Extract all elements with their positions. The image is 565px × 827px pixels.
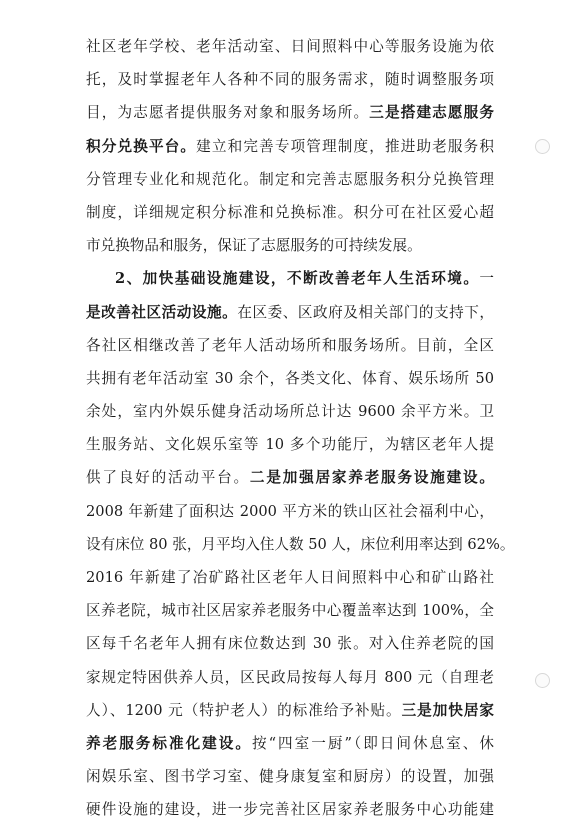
paragraph-text: 2008 年新建了面积达 2000 平方米的铁山区社会福利中心， [86, 502, 494, 520]
bold-heading-text: 三是搭建志愿服务 [369, 104, 494, 122]
text-line [86, 63, 494, 96]
bold-heading-text: 是改善社区活动设施。 [86, 303, 238, 321]
text-line [86, 96, 494, 129]
paragraph-text: 分管理专业化和规范化。制定和完善志愿服务积分兑换管理 [86, 170, 494, 188]
bold-heading-text: 积分兑换平台。 [86, 137, 197, 155]
text-line [86, 428, 494, 461]
text-line [86, 229, 494, 262]
text-line [86, 495, 494, 528]
paragraph-text: 一 [479, 270, 494, 288]
paragraph-text: 共拥有老年活动室 30 余个，各类文化、体育、娱乐场所 50 [86, 369, 494, 387]
bold-heading-text: 三是加快居家 [401, 701, 494, 719]
text-line [86, 395, 494, 428]
text-line [86, 528, 515, 561]
bold-heading-text: 养老服务标准化建设。 [86, 734, 252, 752]
paragraph-text: 2016 年新建了冶矿路社区老年人日间照料中心和矿山路社 [86, 569, 494, 586]
paragraph-text: 制度，详细规定积分标准和兑换标准。积分可在社区爱心超 [86, 203, 494, 221]
text-line [86, 461, 494, 494]
paragraph-text: 闲娱乐室、图书学习室、健身康复室和厨房）的设置，加强 [86, 768, 494, 786]
text-line [86, 262, 494, 295]
text-line [86, 163, 494, 196]
paragraph-text: 硬件设施的建设，进一步完善社区居家养老服务中心功能建 [86, 801, 494, 819]
paragraph-text: 市兑换物品和服务，保证了志愿服务的可持续发展。 [86, 237, 422, 255]
body-text [86, 30, 515, 827]
text-line [86, 130, 494, 163]
paragraph-text: 在区委、区政府及相关部门的支持下， [237, 303, 494, 321]
text-line [86, 793, 494, 826]
text-line [86, 594, 494, 627]
text-line [86, 196, 494, 229]
paragraph-text: 目，为志愿者提供服务对象和服务场所。 [86, 104, 370, 122]
bold-heading-text: 二是加强居家养老服务设施建设。 [249, 469, 494, 487]
text-line [86, 627, 494, 660]
binding-hole-mark [535, 673, 550, 688]
paragraph-text: 托，及时掌握老年人各种不同的服务需求，随时调整服务项 [86, 71, 494, 89]
bold-heading-text: 2、加快基础设施建设，不断改善老年人生活环境。 [115, 270, 480, 288]
paragraph-text: 家规定特困供养人员，区民政局按每人每月 800 元（自理老 [86, 668, 494, 686]
paragraph-text: 按“四室一厨”（即日间休息室、休 [251, 734, 494, 752]
paragraph-text: 建立和完善专项管理制度，推进助老服务积 [196, 137, 494, 155]
paragraph-text: 社区老年学校、老年活动室、日间照料中心等服务设施为依 [86, 38, 494, 55]
paragraph-text: 区每千名老年人拥有床位数达到 30 张。对入住养老院的国 [86, 635, 494, 653]
paragraph-text: 生服务站、文化娱乐室等 10 多个功能厅，为辖区老年人提 [86, 436, 494, 454]
text-line [86, 561, 494, 594]
text-line [86, 727, 494, 760]
text-line [86, 760, 494, 793]
paragraph-text: 供了良好的活动平台。 [86, 469, 250, 487]
text-line [86, 661, 494, 694]
paragraph-text: 各社区相继改善了老年人活动场所和服务场所。目前，全区 [86, 336, 494, 354]
paragraph-text: 区养老院，城市社区居家养老服务中心覆盖率达到 100%，全 [86, 602, 494, 620]
text-line [86, 30, 494, 63]
text-line [86, 329, 494, 362]
text-line [86, 296, 494, 329]
text-line [86, 362, 494, 395]
text-line [86, 694, 494, 727]
binding-hole-mark [535, 139, 550, 154]
paragraph-text: 人）、1200 元（特护老人）的标准给予补贴。 [86, 701, 402, 719]
paragraph-text: 余处，室内外娱乐健身活动场所总计达 9600 余平方米。卫 [86, 403, 494, 421]
paragraph-text: 设有床位 80 张，月平均入住人数 50 人，床位利用率达到 62%。 [86, 535, 515, 553]
